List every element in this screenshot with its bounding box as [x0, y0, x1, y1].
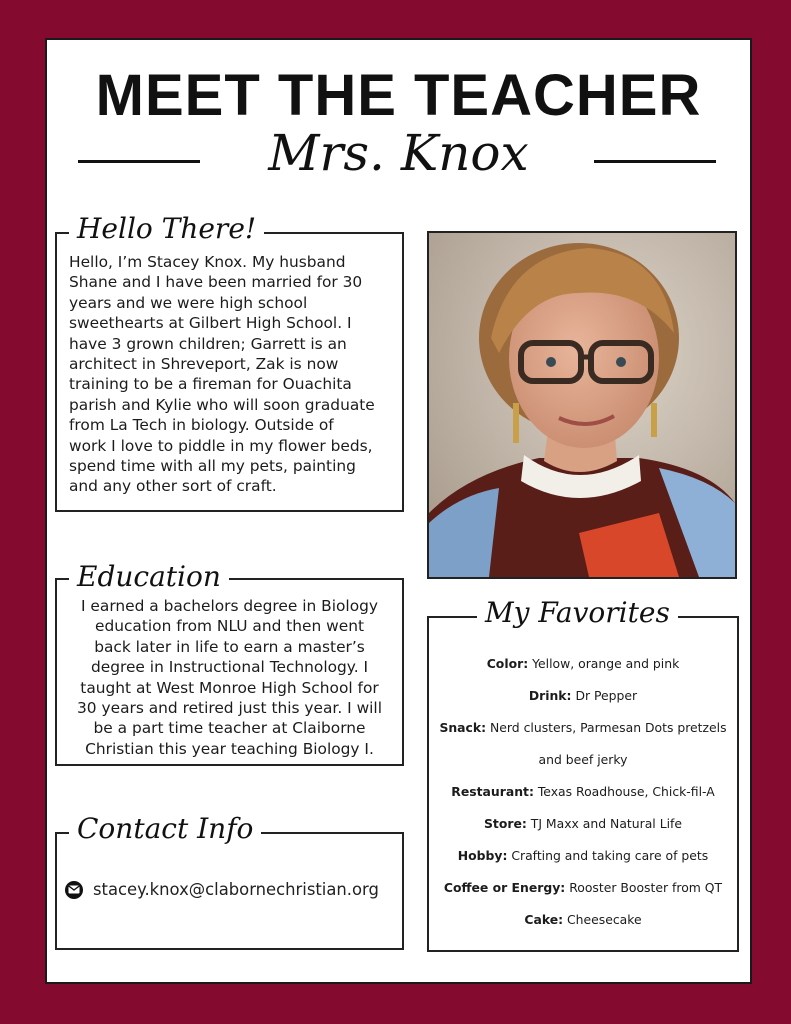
favorite-item [429, 872, 737, 904]
education-line: taught at West Monroe High School for [80, 678, 379, 697]
education-line: education from NLU and then went [94, 617, 365, 636]
favorite-label: Coffee or Energy: [443, 880, 566, 895]
favorite-value: Rooster Booster from QT [565, 880, 723, 895]
education-line: I earned a bachelors degree in Biology [81, 597, 378, 615]
favorite-item [429, 648, 737, 680]
contact-email-row[interactable] [65, 880, 379, 899]
favorite-item [429, 904, 737, 936]
favorite-label: Store: [483, 816, 527, 831]
about-line: parish and Kylie who will soon graduate [69, 395, 375, 414]
favorite-label: Restaurant: [451, 784, 534, 799]
about-line: spend time with all my pets, painting [69, 457, 356, 476]
contact-box [55, 812, 404, 950]
favorites-list [429, 648, 737, 936]
about-line: training to be a fireman for Ouachita [69, 375, 352, 394]
favorite-label: Snack: [439, 720, 487, 735]
favorite-label: Hobby: [457, 848, 508, 863]
education-heading: Education [69, 560, 229, 594]
education-line: 30 years and retired just this year. I will [77, 699, 382, 718]
favorite-value: Crafting and taking care of pets [507, 848, 709, 863]
about-line: architect in Shreveport, Zak is now [69, 355, 339, 374]
favorite-item [429, 744, 737, 776]
about-text [69, 252, 392, 497]
about-line: have 3 grown children; Garrett is an [69, 334, 347, 353]
favorite-value: and beef jerky [538, 752, 628, 767]
favorite-item [429, 712, 737, 744]
favorite-label: Cake: [524, 912, 564, 927]
education-line: back later in life to earn a master’s [94, 637, 365, 656]
contact-heading: Contact Info [69, 812, 261, 846]
favorites-heading: My Favorites [477, 596, 678, 630]
favorite-value: Dr Pepper [571, 688, 638, 703]
teacher-name: Mrs. Knox [268, 124, 529, 182]
education-line: Christian this year teaching Biology I. [85, 739, 374, 758]
about-box [55, 212, 404, 512]
favorite-value: Cheesecake [563, 912, 642, 927]
about-line: years and we were high school [69, 293, 308, 312]
favorites-box [427, 596, 739, 952]
favorite-item [429, 840, 737, 872]
about-line: Hello, I’m Stacey Knox. My husband [69, 253, 346, 271]
favorite-item [429, 776, 737, 808]
favorite-label: Color: [486, 656, 529, 671]
education-text [71, 596, 388, 759]
favorite-value: Texas Roadhouse, Chick-fil-A [533, 784, 715, 799]
about-line: work I love to piddle in my flower beds, [69, 436, 373, 455]
education-line: degree in Instructional Technology. I [90, 658, 369, 677]
about-line: and any other sort of craft. [69, 477, 277, 496]
flyer-page [45, 38, 752, 984]
about-line: from La Tech in biology. Outside of [69, 416, 334, 435]
favorite-value: TJ Maxx and Natural Life [526, 816, 683, 831]
about-line: sweethearts at Gilbert High School. I [69, 314, 352, 333]
about-line: Shane and I have been married for 30 [69, 273, 363, 292]
favorite-value: Nerd clusters, Parmesan Dots pretzels [486, 720, 727, 735]
about-heading: Hello There! [69, 212, 264, 246]
teacher-photo [427, 231, 737, 579]
favorite-value: Yellow, orange and pink [528, 656, 680, 671]
education-box [55, 560, 404, 766]
education-line: be a part time teacher at Claiborne [93, 719, 366, 738]
favorite-label: Drink: [528, 688, 572, 703]
envelope-icon [65, 881, 83, 899]
contact-email[interactable]: stacey.knox@clabornechristian.org [93, 880, 379, 899]
favorite-item [429, 680, 737, 712]
favorite-item [429, 808, 737, 840]
page-title: MEET THE TEACHER [95, 63, 702, 128]
